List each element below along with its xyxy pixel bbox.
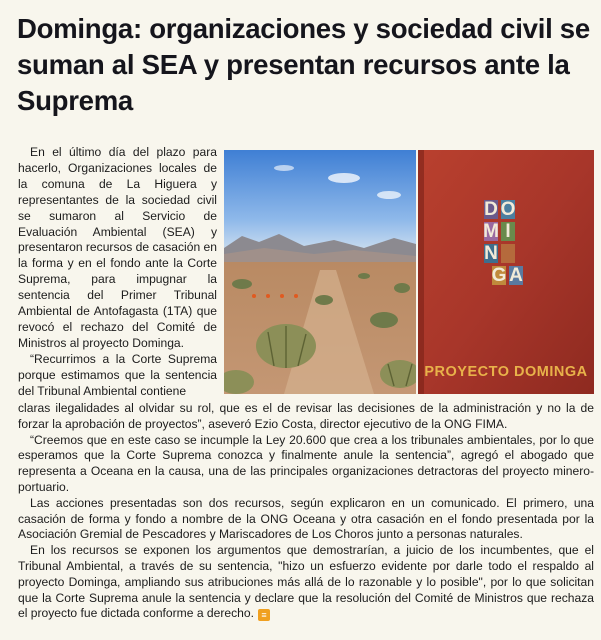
article-paragraph-5-text: En los recursos se exponen los argumentos que demostrarían, a juicio de los incumbentes, que el Tribunal Ambiental, a través de su sentencia, "hizo un esfuerzo evidente por darle todo el respaldo al proyecto Dominga, ampliando sus atribuciones más allá de lo razonable y lo posible", por lo que solicitan que la Corte Suprema anule la sentencia y declare que la resolución del Comité de Ministros que rechaza el proyecto fue dictada conforme a derecho.	[18, 543, 594, 621]
svg-text:I: I	[505, 221, 511, 242]
article-paragraph-1: En el último día del plazo para hacerlo, Organizaciones locales de la comuna de La Higuera y representantes de la sociedad civil se sumaron al Servicio de Evaluación Ambiental (SEA) y presentaron recursos de casación en la forma y en el fondo ante la Corte Suprema, para impugnar la sentencia del Primer Tribunal Ambiental de Antofagasta (1TA) que revocó el rechazo del Comité de Ministros al proyecto Dominga.	[18, 145, 217, 350]
article-paragraph-2-continued: claras ilegalidades al olvidar su rol, que es el de revisar las decisiones de la administración y no la de forzar la aprobación de proyectos”, aseveró Ezio Costa, director ejecutivo de la ONG FIMA.	[18, 401, 594, 431]
article-paragraph-4: Las acciones presentadas son dos recursos, según explicaron en un comunicado. El primero, una casación de forma y fondo a nombre de la ONG Oceana y otra casación en el fondo presentada por la Asociación Gremial de Pescadores y Mariscadores de Los Choros junto a personas naturales.	[18, 495, 594, 542]
article-paragraph-2-start: “Recurrimos a la Corte Suprema porque estimamos que la sentencia del Tribunal Ambiental contiene	[18, 351, 217, 398]
article-paragraph-3: “Creemos que en este caso se incumple la Ley 20.600 que crea a los tribunales ambientales, por lo que esperamos que la Corte Suprema conozca y finalmente anule la sentencia”, agregó el abogado que representa a Oceana en la causa, una de las principales organizaciones detractoras del proyecto minero-portuario.	[18, 432, 594, 494]
svg-text:D: D	[484, 199, 498, 220]
svg-text:N: N	[484, 243, 498, 264]
article-headline: Dominga: organizaciones y sociedad civil se suman al SEA y presentan recursos ante la Suprema	[17, 13, 590, 116]
article-full-width-text	[18, 401, 594, 622]
end-of-article-icon: ≡	[258, 609, 270, 621]
svg-text:O: O	[500, 199, 516, 220]
svg-text:A: A	[509, 265, 523, 286]
sign-caption: PROYECTO DOMINGA	[424, 364, 588, 380]
article-paragraph-5	[18, 543, 594, 622]
proyecto-dominga-sign-photo	[418, 150, 594, 394]
desert-landscape-photo	[224, 150, 416, 394]
article-column-text	[18, 145, 217, 400]
svg-text:G: G	[491, 265, 507, 286]
svg-text:M: M	[483, 221, 499, 242]
